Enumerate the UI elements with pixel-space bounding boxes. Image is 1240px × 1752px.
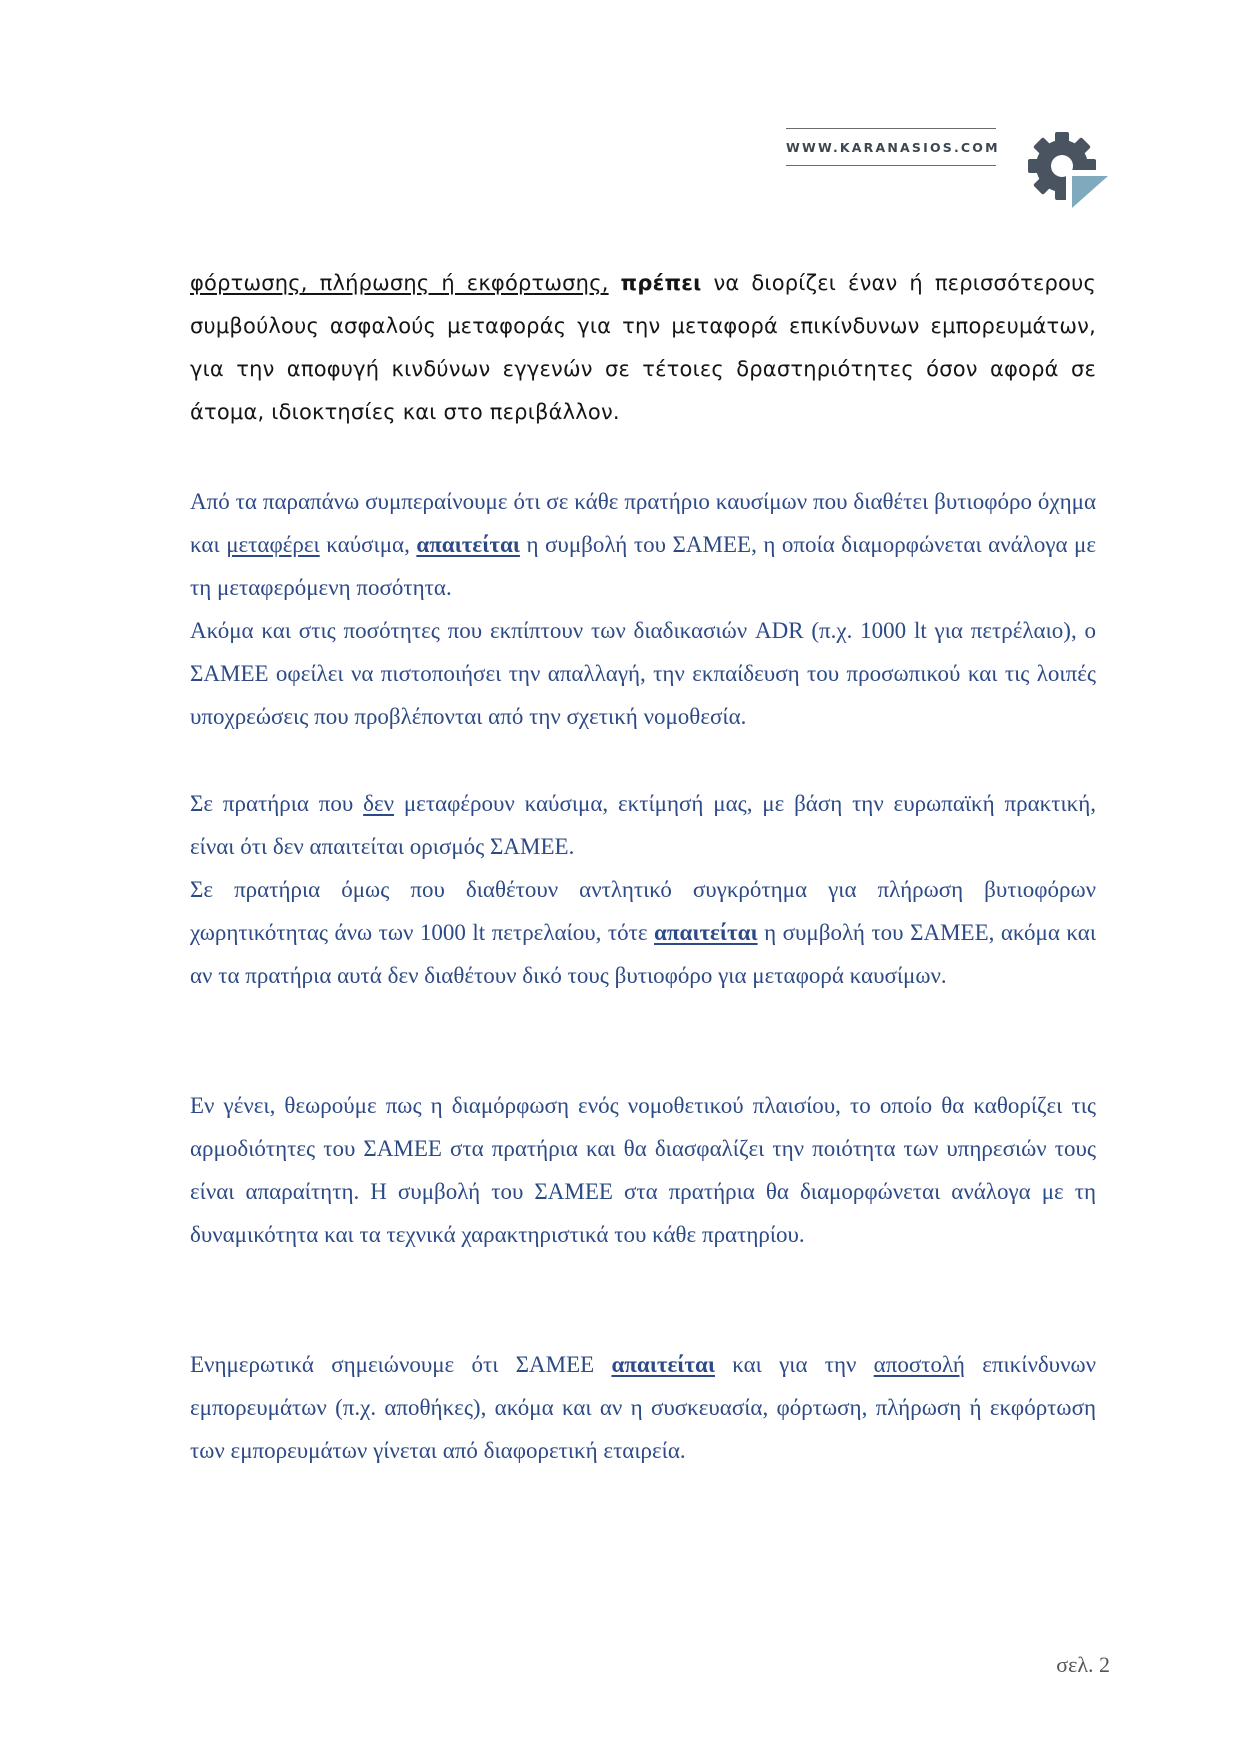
header-bottom-rule — [786, 165, 996, 166]
gear-with-triangle-logo-icon — [1022, 126, 1112, 212]
emphasis-required: απαιτείται — [611, 1352, 715, 1377]
paragraph-text: η συμβολή του ΣΑΜΕΕ, η οποία διαμορφώνεται ανάλογα με τη μεταφερόμενη ποσότητα. — [190, 532, 1097, 600]
paragraph-text: επικίνδυνων εμπορευμάτων (π.χ. αποθήκες), ακόμα και αν η συσκευασία, φόρτωση, πλήρωση ή εκφόρτωση των εμπορευμάτων γίνεται από διαφορετική εταιρεία. — [190, 1352, 1097, 1463]
underlined-word: δεν — [363, 791, 395, 816]
paragraph-2 — [190, 480, 1096, 738]
bold-word: πρέπει — [620, 271, 702, 295]
paragraph-text: καύσιμα, — [326, 532, 410, 557]
paragraph-text: να διορίζει έναν ή περισσότερους συμβούλους ασφαλούς μεταφοράς για την μεταφορά επικίνδυνων εμπορευμάτων, για την αποφυγή κινδύνων εγγενών σε τέτοιες δραστηριότητες όσον αφορά σε άτομα, ιδιοκτησίες και στο περιβάλλον. — [190, 271, 1096, 424]
paragraph-text: μεταφέρουν καύσιμα, εκτίμησή μας, με βάση την ευρωπαϊκή πρακτική, είναι ότι δεν απαιτείται ορισμός ΣΑΜΕΕ. — [190, 791, 1097, 859]
paragraph-3 — [190, 782, 1096, 997]
paragraph-text: Ακόμα και στις ποσότητες που εκπίπτουν των διαδικασιών ADR (π.χ. 1000 lt για πετρέλαιο), ο ΣΑΜΕΕ οφείλει να πιστοποιήσει την απαλλαγή, την εκπαίδευση του προσωπικού και τις λοιπές υποχρεώσεις που προβλέπονται από την σχετική νομοθεσία. — [190, 618, 1096, 729]
emphasis-required: απαιτείται — [416, 532, 520, 557]
paragraph-4 — [190, 1084, 1096, 1256]
paragraph-text: και για την — [732, 1352, 857, 1377]
underlined-word: μεταφέρει — [226, 532, 320, 557]
paragraph-text: Σε πρατήρια που — [190, 791, 354, 816]
underlined-word: αποστολή — [873, 1352, 965, 1377]
paragraph-5 — [190, 1343, 1096, 1472]
header — [786, 128, 1000, 166]
website-url: WWW.KARANASIOS.COM — [786, 140, 1000, 155]
paragraph-text: Σε πρατήρια όμως που διαθέτουν αντλητικό συγκρότημα για πλήρωση βυτιοφόρων χωρητικότητας άνω των 1000 lt πετρελαίου, τότε — [190, 877, 1096, 945]
underlined-phrase: φόρτωσης, πλήρωσης ή εκφόρτωσης, — [190, 271, 609, 295]
page-number: σελ. 2 — [1056, 1652, 1110, 1677]
paragraph-text: Ενημερωτικά σημειώνουμε ότι ΣΑΜΕΕ — [190, 1352, 595, 1377]
paragraph-1 — [190, 262, 1096, 434]
paragraph-text: Από τα παραπάνω συμπεραίνουμε ότι σε κάθε πρατήριο καυσίμων που διαθέτει βυτιοφόρο όχημα και — [190, 489, 1096, 557]
paragraph-text: η συμβολή του ΣΑΜΕΕ, ακόμα και αν τα πρατήρια αυτά δεν διαθέτουν δικό τους βυτιοφόρο για μεταφορά καυσίμων. — [190, 920, 1097, 988]
emphasis-required: απαιτείται — [654, 920, 758, 945]
paragraph-text: Εν γένει, θεωρούμε πως η διαμόρφωση ενός νομοθετικού πλαισίου, το οποίο θα καθορίζει τις αρμοδιότητες του ΣΑΜΕΕ στα πρατήρια και θα διασφαλίζει την ποιότητα των υπηρεσιών τους είναι απαραίτητη. Η συμβολή του ΣΑΜΕΕ στα πρατήρια θα διαμορφώνεται ανάλογα με τη δυναμικότητα και τα τεχνικά χαρακτηριστικά του κάθε πρατηρίου. — [190, 1093, 1096, 1247]
